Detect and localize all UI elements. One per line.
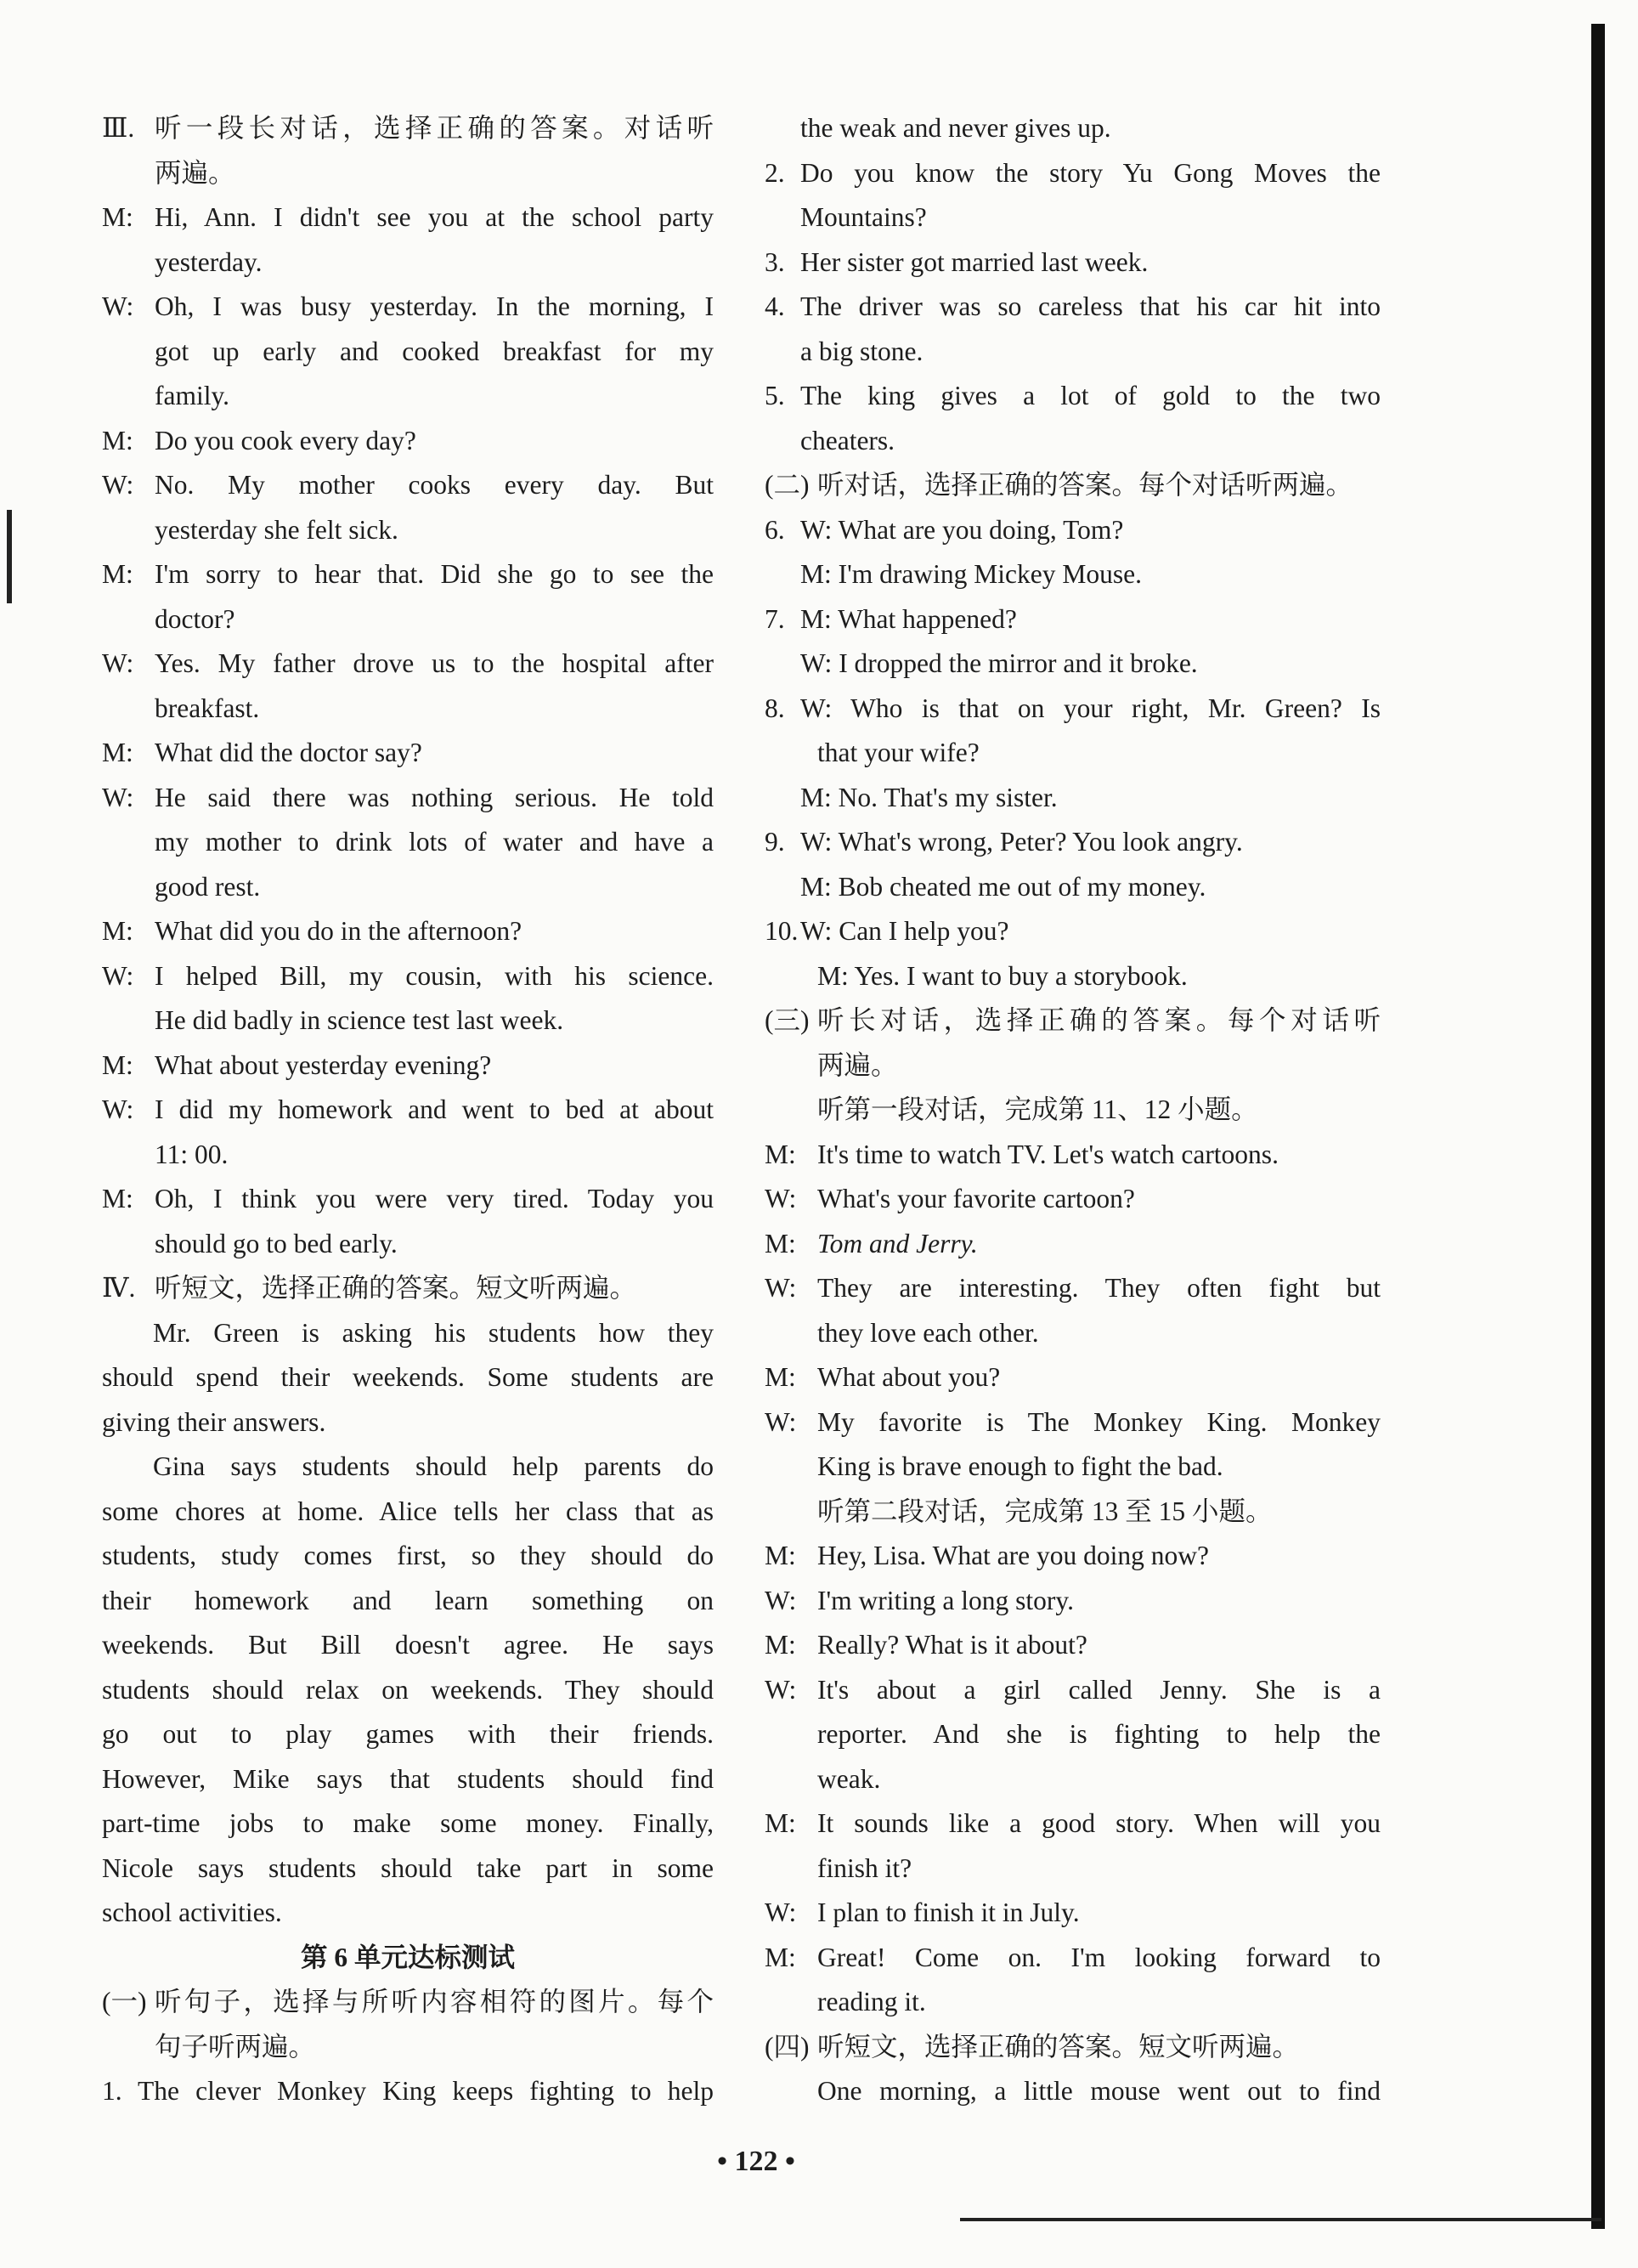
- text-line: [765, 1044, 1381, 1089]
- line-text: 听短文，选择正确的答案。短文听两遍。: [155, 1273, 637, 1303]
- line-text: Oh, I was busy yesterday. In the morning, I: [155, 291, 714, 321]
- text-line: [102, 374, 714, 419]
- text-line: [765, 2069, 1381, 2114]
- text-line: [765, 731, 1381, 776]
- text-line: [765, 106, 1381, 151]
- right-column: [765, 106, 1381, 2114]
- line-text: 听第一段对话，完成第 11、12 小题。: [817, 1094, 1258, 1124]
- left-column: [102, 106, 714, 2114]
- line-text: It's about a girl called Jenny. She is a: [817, 1674, 1381, 1705]
- dialogue-line: [102, 552, 714, 597]
- dialogue-line: [102, 1980, 714, 2025]
- dialogue-line: [102, 419, 714, 464]
- line-label: 2.: [765, 157, 785, 188]
- line-label: M:: [102, 425, 133, 455]
- line-text: I did my homework and went to bed at about: [155, 1094, 714, 1124]
- text-line: [102, 1311, 714, 1356]
- line-text: What about you?: [817, 1362, 1001, 1392]
- text-line: [765, 330, 1381, 375]
- dialogue-line: [765, 1355, 1381, 1400]
- line-label: 6.: [765, 514, 785, 545]
- dialogue-line: [102, 1177, 714, 1222]
- text-line: [765, 642, 1381, 687]
- line-label: Ⅳ.: [102, 1273, 136, 1303]
- line-text: students should relax on weekends. They should: [102, 1674, 714, 1705]
- line-text: 两遍。: [817, 1049, 898, 1080]
- line-label: 4.: [765, 291, 785, 321]
- line-text: The driver was so careless that his car hit into: [800, 291, 1381, 321]
- text-line: [765, 954, 1381, 999]
- line-text: good rest.: [155, 871, 261, 902]
- text-line: [765, 1757, 1381, 1802]
- text-line: [765, 1712, 1381, 1757]
- line-text: their homework and learn something on: [102, 1585, 714, 1615]
- dialogue-line: [102, 1088, 714, 1133]
- line-text: giving their answers.: [102, 1406, 326, 1437]
- text-line: [765, 1847, 1381, 1892]
- line-text: They are interesting. They often fight but: [817, 1273, 1381, 1303]
- text-line: [765, 1490, 1381, 1535]
- numbered-line: [765, 240, 1381, 286]
- line-text: Tom and Jerry.: [817, 1228, 978, 1258]
- text-line: [102, 1623, 714, 1668]
- line-text: However, Mike says that students should find: [102, 1763, 714, 1794]
- dialogue-line: [102, 954, 714, 999]
- text-line: [102, 330, 714, 375]
- line-text: weekends. But Bill doesn't agree. He says: [102, 1630, 714, 1660]
- line-text: M: No. That's my sister.: [800, 782, 1058, 812]
- line-label: W:: [102, 782, 134, 812]
- line-text: What about yesterday evening?: [155, 1049, 492, 1080]
- text-line: [102, 1757, 714, 1802]
- line-label: 8.: [765, 693, 785, 723]
- line-label: 3.: [765, 246, 785, 277]
- text-line: [102, 240, 714, 286]
- line-text: the weak and never gives up.: [800, 113, 1111, 143]
- text-line: [102, 1222, 714, 1267]
- dialogue-line: [765, 2025, 1381, 2070]
- numbered-line: [765, 508, 1381, 553]
- line-text: yesterday she felt sick.: [155, 514, 398, 545]
- line-text: 两遍。: [155, 157, 235, 188]
- line-text: Gina says students should help parents do: [153, 1451, 714, 1481]
- line-text: Do you cook every day?: [155, 425, 416, 455]
- numbered-line: [765, 820, 1381, 865]
- line-text: Really? What is it about?: [817, 1630, 1087, 1660]
- line-text: some chores at home. Alice tells her class that as: [102, 1496, 714, 1526]
- text-line: [765, 1088, 1381, 1133]
- line-text: reading it.: [817, 1987, 926, 2016]
- numbered-line: [765, 374, 1381, 419]
- line-text: 听第二段对话，完成第 13 至 15 小题。: [817, 1496, 1273, 1526]
- line-text: 听句子，选择与所听内容相符的图片。每个: [155, 1987, 714, 2016]
- dialogue-line: [102, 776, 714, 821]
- line-text: my mother to drink lots of water and have a: [155, 827, 714, 857]
- line-text: W: Who is that on your right, Mr. Green? Is: [800, 693, 1381, 723]
- dialogue-line: [765, 998, 1381, 1044]
- line-text: 听短文，选择正确的答案。短文听两遍。: [817, 2031, 1300, 2062]
- dialogue-line: [102, 195, 714, 240]
- line-label: (一): [102, 1987, 147, 2016]
- line-text: doctor?: [155, 603, 235, 634]
- line-text: M: I'm drawing Mickey Mouse.: [800, 559, 1142, 589]
- text-line: [765, 552, 1381, 597]
- dialogue-line: [765, 463, 1381, 508]
- dialogue-line: [765, 1936, 1381, 1981]
- line-label: M:: [102, 1049, 133, 1080]
- line-text: What did the doctor say?: [155, 738, 422, 767]
- text-line: [102, 1400, 714, 1445]
- text-line: [102, 1847, 714, 1892]
- line-text: 11: 00.: [155, 1139, 229, 1169]
- line-text: Great! Come on. I'm looking forward to: [817, 1942, 1381, 1972]
- line-text: What did you do in the afternoon?: [155, 916, 522, 946]
- line-text: cheaters.: [800, 425, 895, 455]
- dialogue-line: [765, 1400, 1381, 1445]
- dialogue-line: [102, 909, 714, 954]
- line-text: Her sister got married last week.: [800, 246, 1149, 277]
- line-text: M: Yes. I want to buy a storybook.: [817, 960, 1188, 991]
- line-text: The clever Monkey King keeps fighting to help: [138, 2076, 714, 2106]
- line-label: (三): [765, 1005, 810, 1035]
- line-text: I'm writing a long story.: [817, 1585, 1074, 1615]
- text-line: [765, 865, 1381, 910]
- line-label: W:: [102, 291, 134, 321]
- line-text: Mr. Green is asking his students how they: [153, 1317, 714, 1348]
- line-text: Hi, Ann. I didn't see you at the school party: [155, 202, 714, 232]
- line-text: 听对话，选择正确的答案。每个对话听两遍。: [817, 470, 1353, 500]
- text-line: [765, 1980, 1381, 2025]
- line-text: I helped Bill, my cousin, with his science.: [155, 960, 714, 991]
- line-label: M:: [765, 1362, 796, 1392]
- line-label: M:: [102, 559, 133, 589]
- line-text: students, study comes first, so they should do: [102, 1541, 714, 1570]
- line-label: 10.: [765, 916, 799, 946]
- dialogue-line: [765, 1133, 1381, 1178]
- dialogue-line: [102, 731, 714, 776]
- line-text: a big stone.: [800, 336, 923, 366]
- line-label: W:: [102, 960, 134, 991]
- line-text: Oh, I think you were very tired. Today you: [155, 1184, 714, 1213]
- dialogue-line: [102, 1266, 714, 1311]
- numbered-line: [765, 151, 1381, 196]
- section-title: 第 6 单元达标测试: [300, 1942, 515, 1972]
- line-label: M:: [765, 1228, 796, 1258]
- line-label: (二): [765, 470, 810, 500]
- line-label: M:: [765, 1139, 796, 1169]
- line-label: (四): [765, 2031, 810, 2062]
- line-label: 1.: [102, 2076, 122, 2106]
- margin-mark: [7, 510, 12, 603]
- text-line: [102, 1133, 714, 1178]
- text-line: [102, 1445, 714, 1490]
- text-line: [102, 1579, 714, 1624]
- line-text: Do you know the story Yu Gong Moves the: [800, 157, 1381, 188]
- line-text: 听一段长对话，选择正确的答案。对话听: [155, 113, 714, 143]
- line-label: M:: [765, 1630, 796, 1660]
- line-label: W:: [765, 1674, 797, 1705]
- line-label: W:: [765, 1585, 797, 1615]
- line-text: He did badly in science test last week.: [155, 1005, 564, 1035]
- line-text: M: What happened?: [800, 603, 1017, 634]
- text-line: [102, 1668, 714, 1713]
- dialogue-line: [765, 1801, 1381, 1847]
- text-line: [102, 1490, 714, 1535]
- numbered-line: [765, 285, 1381, 330]
- line-label: W:: [765, 1184, 797, 1213]
- line-text: W: What are you doing, Tom?: [800, 514, 1124, 545]
- text-line: [102, 1712, 714, 1757]
- line-text: The king gives a lot of gold to the two: [800, 381, 1381, 410]
- line-label: M:: [765, 1942, 796, 1972]
- line-label: W:: [765, 1273, 797, 1303]
- line-text: He said there was nothing serious. He told: [155, 782, 714, 812]
- line-label: W:: [765, 1406, 797, 1437]
- numbered-line: [102, 2069, 714, 2114]
- line-text: yesterday.: [155, 246, 263, 277]
- text-line: [102, 597, 714, 642]
- line-text: Yes. My father drove us to the hospital after: [155, 648, 714, 678]
- line-text: breakfast.: [155, 693, 260, 723]
- line-label: M:: [102, 738, 133, 767]
- line-text: family.: [155, 381, 230, 410]
- text-line: [102, 998, 714, 1044]
- text-line: [102, 687, 714, 732]
- dialogue-line: [102, 642, 714, 687]
- binding-edge-bar: [1591, 24, 1605, 2229]
- dialogue-line: [765, 1668, 1381, 1713]
- text-line: [765, 1311, 1381, 1356]
- line-text: One morning, a little mouse went out to find: [817, 2076, 1381, 2106]
- line-text: M: Bob cheated me out of my money.: [800, 871, 1206, 902]
- numbered-line: [765, 687, 1381, 732]
- line-text: No. My mother cooks every day. But: [155, 470, 714, 500]
- text-line: [102, 865, 714, 910]
- line-text: W: I dropped the mirror and it broke.: [800, 648, 1198, 678]
- line-label: W:: [765, 1898, 797, 1927]
- dialogue-line: [102, 285, 714, 330]
- dialogue-line: [102, 463, 714, 508]
- line-label: 5.: [765, 381, 785, 410]
- line-label: W:: [102, 1094, 134, 1124]
- line-text: got up early and cooked breakfast for my: [155, 336, 714, 366]
- line-label: M:: [102, 202, 133, 232]
- dialogue-line: [765, 1623, 1381, 1668]
- line-text: Mountains?: [800, 202, 927, 232]
- line-text: W: Can I help you?: [800, 916, 1009, 946]
- dialogue-line: [765, 1579, 1381, 1624]
- line-text: school activities.: [102, 1898, 282, 1927]
- page-number: • 122 •: [717, 2146, 795, 2177]
- dialogue-line: [765, 1891, 1381, 1936]
- bottom-rule: [960, 2218, 1601, 2221]
- line-label: 7.: [765, 603, 785, 634]
- line-text: reporter. And she is fighting to help the: [817, 1719, 1381, 1749]
- line-label: M:: [102, 916, 133, 946]
- dialogue-line: [765, 1177, 1381, 1222]
- line-text: My favorite is The Monkey King. Monkey: [817, 1406, 1381, 1437]
- line-label: M:: [102, 1184, 133, 1213]
- dialogue-line: [102, 1044, 714, 1089]
- line-label: M:: [765, 1808, 796, 1838]
- line-text: I plan to finish it in July.: [817, 1898, 1080, 1927]
- line-text: 听长对话，选择正确的答案。每个对话听: [817, 1005, 1381, 1035]
- line-text: should go to bed early.: [155, 1228, 398, 1258]
- line-text: part-time jobs to make some money. Finally,: [102, 1808, 714, 1838]
- text-line: [102, 1534, 714, 1579]
- line-label: M:: [765, 1541, 796, 1570]
- text-line: [765, 419, 1381, 464]
- text-line: [102, 1891, 714, 1936]
- text-line: [102, 151, 714, 196]
- line-text: 句子听两遍。: [155, 2031, 316, 2062]
- line-text: Nicole says students should take part in some: [102, 1852, 714, 1883]
- text-line: [765, 195, 1381, 240]
- dialogue-line: [102, 106, 714, 151]
- text-line: [102, 508, 714, 553]
- dialogue-line: [765, 1266, 1381, 1311]
- line-text: they love each other.: [817, 1317, 1039, 1348]
- text-line: [102, 1801, 714, 1847]
- line-text: weak.: [817, 1763, 881, 1794]
- line-text: go out to play games with their friends.: [102, 1719, 714, 1749]
- line-text: that your wife?: [817, 738, 980, 767]
- numbered-line: [765, 909, 1381, 954]
- text-line: [765, 776, 1381, 821]
- text-line: [102, 1355, 714, 1400]
- dialogue-line: [765, 1534, 1381, 1579]
- dialogue-line: [765, 1222, 1381, 1267]
- line-text: should spend their weekends. Some students are: [102, 1362, 714, 1392]
- line-text: King is brave enough to fight the bad.: [817, 1451, 1223, 1481]
- line-text: It sounds like a good story. When will you: [817, 1808, 1381, 1838]
- line-label: Ⅲ.: [102, 113, 135, 143]
- text-line: [102, 820, 714, 865]
- line-text: W: What's wrong, Peter? You look angry.: [800, 827, 1243, 857]
- line-label: 9.: [765, 827, 785, 857]
- text-line: [102, 2025, 714, 2070]
- numbered-line: [765, 597, 1381, 642]
- line-label: W:: [102, 470, 134, 500]
- line-text: What's your favorite cartoon?: [817, 1184, 1135, 1213]
- line-text: Hey, Lisa. What are you doing now?: [817, 1541, 1209, 1570]
- text-line: [765, 1445, 1381, 1490]
- line-label: W:: [102, 648, 134, 678]
- line-text: I'm sorry to hear that. Did she go to see the: [155, 559, 714, 589]
- line-text: It's time to watch TV. Let's watch cartoons.: [817, 1139, 1279, 1169]
- line-text: finish it?: [817, 1852, 912, 1883]
